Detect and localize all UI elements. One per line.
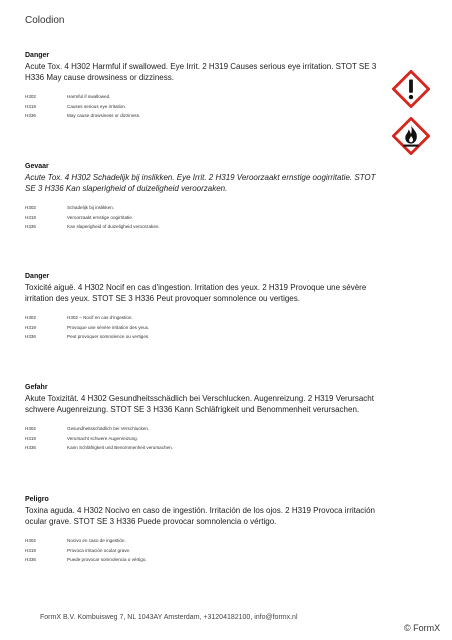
hazard-code: H302 [25,315,36,320]
hazard-code-row [25,92,385,102]
hazard-section-german [25,384,385,453]
hazard-code: H336 [25,113,36,118]
hazard-code-list [25,313,385,342]
hazard-code-row [25,222,385,232]
exclamation-mark-icon [392,70,430,108]
footer-address: FormX B.V. Kombuisweg 7, NL 1043AY Amsterdam, +31204182100, info@formx.nl [40,614,298,621]
hazard-code-text: Harmful if swallowed. [67,94,111,99]
hazard-code-text: Provoque une sévère irritation des yeux. [67,324,150,330]
hazard-code-row [25,555,385,565]
hazard-code-text: Verursacht schwere Augenreizung. [67,435,138,441]
hazard-code-text: Puede provocar somnolencia o vértigo. [67,557,147,562]
hazard-code-row [25,546,385,556]
hazard-code: H319 [25,435,36,441]
hazard-code-text: Schadelijk bij inslikken. [67,205,114,210]
hazard-code: H319 [25,103,36,109]
hazard-code: H336 [25,557,36,562]
hazard-description: Toxicité aiguë. 4 H302 Nocif en cas d'ingestion. Irritation des yeux. 2 H319 Provoque une sévère irritation des yeux. STOT SE 3 H336 Peut provoquer somnolence ou vertiges. [25,283,367,303]
hazard-code-row [25,313,385,323]
hazard-description: Toxina aguda. 4 H302 Nocivo en caso de ingestión. Irritación de los ojos. 2 H319 Provoca irritación ocular grave. STOT SE 3 H336 Puede provocar somnolencia o vértigo. [25,506,375,526]
hazard-section-spanish [25,496,385,565]
hazard-code-text: Gesundheitsschädlich bei Verschlucken. [67,426,150,431]
signal-word: Gefahr [25,384,48,391]
hazard-code-text: Peut provoquer somnolence ou vertiges. [67,334,150,339]
hazard-code: H302 [25,426,36,431]
hazard-code-text: Nocivo en caso de ingestión. [67,538,126,543]
hazard-code: H319 [25,547,36,553]
ghs-pictograms [392,70,436,164]
hazard-section-french [25,273,385,342]
hazard-code-row [25,424,385,434]
hazard-code-row [25,434,385,444]
hazard-code-text: Provoca irritación ocular grave. [67,547,131,553]
signal-word: Gevaar [25,163,49,170]
hazard-description: Akute Toxizität. 4 H302 Gesundheitsschädlich bei Verschlucken. Augenreizung. 2 H319 Verursacht schwere Augenreizung. STOT SE 3 H336 Kann Schläfrigkeit und Benommenheit verursachen. [25,394,374,414]
hazard-code-row [25,102,385,112]
hazard-code: H302 [25,205,36,210]
hazard-code: H302 [25,94,36,99]
signal-word: Danger [25,273,50,280]
hazard-code-row [25,111,385,121]
flame-icon [392,117,430,155]
hazard-code-text: Veroorzaakt ernstige oogirritatie. [67,214,134,220]
formx-logo: © FormX [404,623,441,633]
hazard-code: H302 [25,538,36,543]
hazard-code-text: Kan slaperigheid of duizeligheid veroorzaken. [67,224,160,229]
hazard-code-list [25,203,385,232]
hazard-code-row [25,443,385,453]
hazard-code: H319 [25,324,36,330]
signal-word: Danger [25,52,50,59]
hazard-code: H336 [25,224,36,229]
hazard-code-list [25,424,385,453]
hazard-section-english [25,52,385,121]
signal-word: Peligro [25,496,49,503]
hazard-description: Acute Tox. 4 H302 Harmful if swallowed. Eye Irrit. 2 H319 Causes serious eye irritation. STOT SE 3 H336 May cause drowsiness or dizziness. [25,62,377,82]
hazard-description: Acute Tox. 4 H302 Schadelijk bij inslikken. Eye Irrit. 2 H319 Veroorzaakt ernstige oogirritatie. STOT SE 3 H336 Kan slaperigheid of duizeligheid veroorzaken. [25,173,376,193]
hazard-code-row [25,203,385,213]
hazard-code-text: H302 – Nocif en cas d'ingestion. [67,315,133,320]
hazard-code: H319 [25,214,36,220]
hazard-section-dutch [25,163,385,232]
hazard-code-list [25,92,385,121]
hazard-code-list [25,536,385,565]
hazard-code-text: Causes serious eye irritation. [67,103,127,109]
hazard-code: H336 [25,334,36,339]
hazard-code-row [25,323,385,333]
hazard-code-row [25,213,385,223]
hazard-code-text: May cause drowsiness or dizziness. [67,113,141,118]
hazard-code-row [25,332,385,342]
hazard-code: H336 [25,445,36,450]
document-title: Colodion [25,15,65,26]
hazard-code-text: Kann Schläfrigkeit und Benommenheit verursachen. [67,445,173,450]
hazard-code-row [25,536,385,546]
